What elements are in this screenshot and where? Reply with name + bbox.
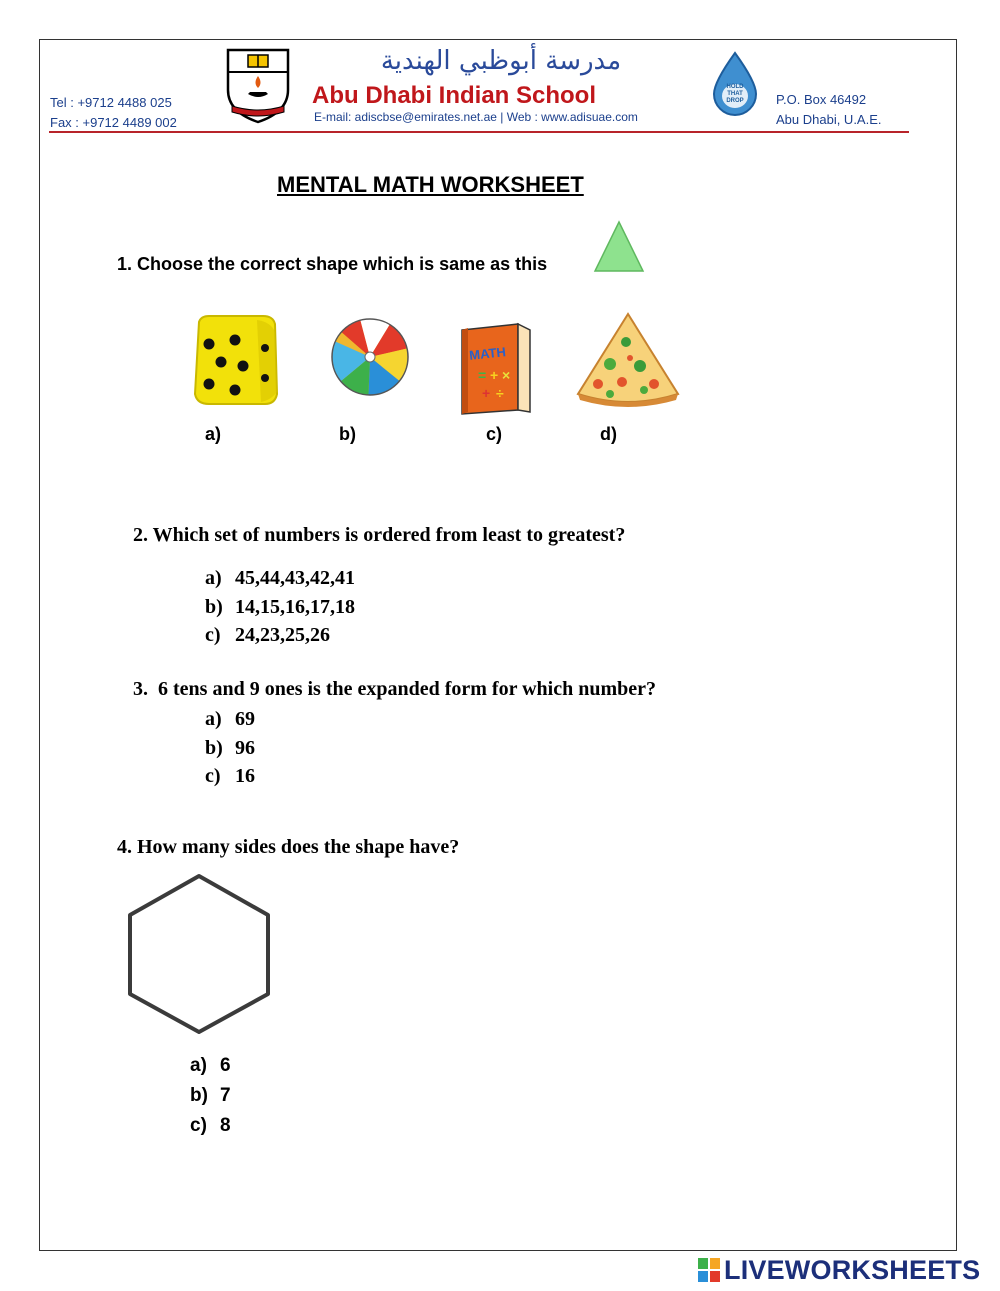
question-4 bbox=[117, 836, 459, 859]
po-box-text: P.O. Box 46492 bbox=[776, 92, 867, 107]
dice-icon[interactable] bbox=[191, 312, 281, 408]
liveworksheets-brand: LIVEWORKSHEETS bbox=[724, 1255, 981, 1285]
drop-badge-text: HOLD THAT DROP bbox=[726, 84, 744, 104]
page-border bbox=[39, 39, 957, 1251]
svg-text:+: + bbox=[482, 385, 491, 401]
city-text: Abu Dhabi, U.A.E. bbox=[776, 112, 882, 127]
school-name-english: Abu Dhabi Indian School bbox=[312, 82, 596, 109]
question-1-number: 1. bbox=[117, 254, 133, 274]
question-4-text: How many sides does the shape have? bbox=[137, 836, 460, 858]
question-2-text: Which set of numbers is ordered from least to greatest? bbox=[152, 524, 626, 546]
question-2 bbox=[133, 524, 625, 547]
question-4-options bbox=[190, 1051, 231, 1141]
choice-b-label: b) bbox=[339, 424, 356, 444]
option-c[interactable]: c) 16 bbox=[205, 765, 255, 787]
question-2-number: 2. bbox=[133, 524, 148, 546]
school-email-web: E-mail: adiscbse@emirates.net.ae | Web : www.adisuae.com bbox=[314, 110, 638, 124]
school-crest-logo bbox=[222, 46, 294, 126]
svg-text:MATH: MATH bbox=[468, 344, 507, 363]
option-b[interactable]: b) 14,15,16,17,18 bbox=[205, 595, 355, 618]
pizza-slice-icon[interactable] bbox=[574, 312, 680, 408]
svg-text:÷: ÷ bbox=[496, 385, 504, 401]
question-3-options bbox=[205, 705, 255, 791]
question-3 bbox=[133, 678, 656, 701]
choice-c-label: c) bbox=[486, 424, 503, 444]
svg-text:=: = bbox=[478, 367, 487, 383]
beach-ball-icon[interactable] bbox=[328, 316, 412, 398]
fax-text: Fax : +9712 4489 002 bbox=[50, 115, 177, 130]
option-a[interactable]: a) 45,44,43,42,41 bbox=[205, 567, 355, 589]
math-book-icon[interactable] bbox=[456, 322, 536, 416]
option-c[interactable]: c) 8 bbox=[190, 1115, 231, 1136]
liveworksheets-logo-icon bbox=[698, 1258, 720, 1282]
option-c[interactable]: c) 24,23,25,26 bbox=[205, 624, 330, 646]
worksheet-title: MENTAL MATH WORKSHEET bbox=[277, 172, 584, 197]
svg-text:×: × bbox=[502, 367, 511, 383]
tel-text: Tel : +9712 4488 025 bbox=[50, 95, 172, 110]
school-name-arabic: مدرسة أبوظبي الهندية bbox=[380, 46, 622, 76]
choice-d-label: d) bbox=[600, 424, 617, 444]
header-divider bbox=[49, 131, 909, 133]
hexagon-icon bbox=[124, 872, 274, 1036]
school-address bbox=[776, 90, 882, 130]
school-contact bbox=[50, 93, 177, 133]
question-3-number: 3. bbox=[133, 678, 148, 700]
hold-that-drop-badge bbox=[704, 50, 766, 118]
choice-a-label: a) bbox=[205, 424, 222, 444]
question-3-text: 6 tens and 9 ones is the expanded form for which number? bbox=[158, 678, 656, 700]
question-4-number: 4. bbox=[117, 836, 132, 858]
option-b[interactable]: b) 7 bbox=[190, 1085, 231, 1106]
option-b[interactable]: b) 96 bbox=[205, 736, 255, 759]
question-1-text: Choose the correct shape which is same as this bbox=[137, 254, 548, 274]
option-a[interactable]: a) 69 bbox=[205, 708, 255, 730]
question-1 bbox=[117, 254, 547, 275]
svg-text:+: + bbox=[490, 367, 499, 383]
green-triangle-icon bbox=[593, 220, 645, 272]
question-2-options bbox=[205, 564, 355, 650]
option-a[interactable]: a) 6 bbox=[190, 1055, 231, 1076]
